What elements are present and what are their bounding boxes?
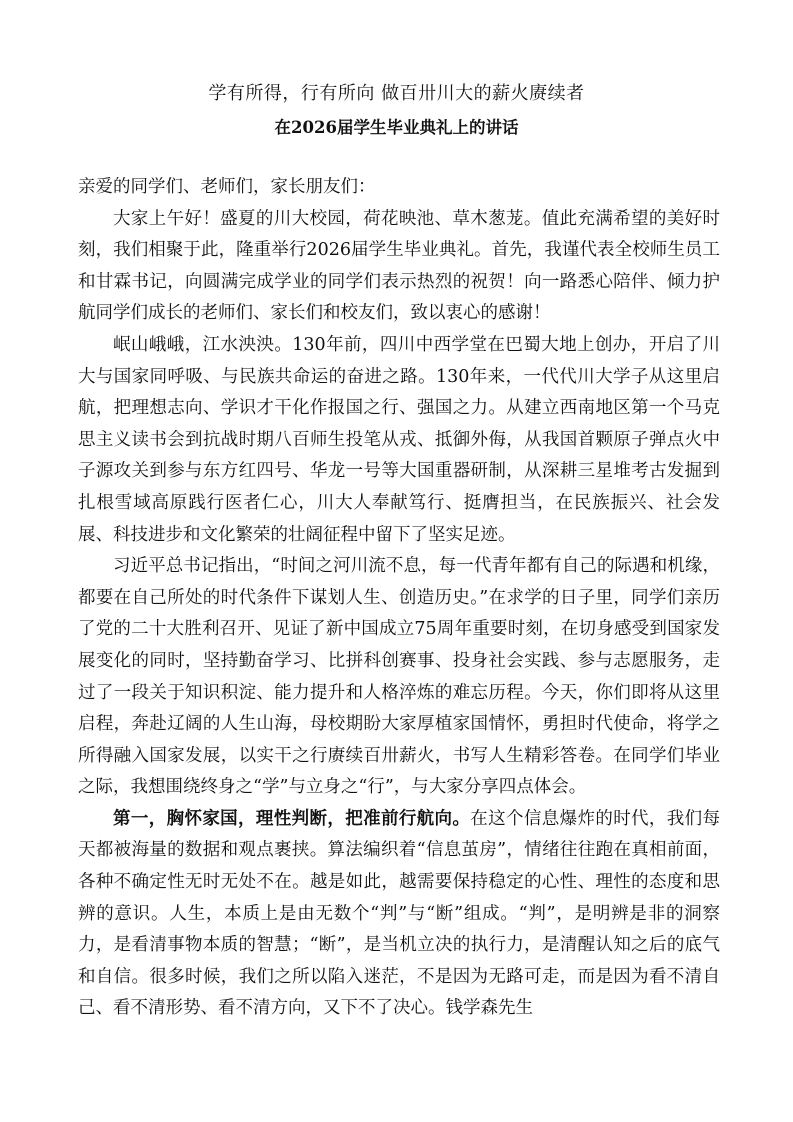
document-subtitle: 在2026届学生毕业典礼上的讲话 [274,118,519,137]
paragraph-2: 岷山峨峨，江水泱泱。130年前，四川中西学堂在巴蜀大地上创办，开启了川大与国家同呼吸、与民族共命运的奋进之路。130年来，一代代川大学子从这里启航，把理想志向、学识才干化作报国之行、强国之力。从建立西南地区第一个马克思主义读书会到抗战时期八百师生投笔从戎、抵御外侮，从我国首颗原子弹点火中子源攻关到参与东方红四号、华龙一号等大国重器研制，从深耕三星堆考古发掘到扎根雪域高原践行医者仁心，川大人奉献笃行、挺膺担当，在民族振兴、社会发展、科技进步和文化繁荣的壮阔征程中留下了坚实足迹。 [78,334,720,545]
paragraph-4-lead: 第一，胸怀家国，理性判断，把准前行航向。 [113,808,471,829]
paragraph-1: 大家上午好！盛夏的川大校园，荷花映池、草木葱茏。值此充满希望的美好时刻，我们相聚于此，隆重举行2026届学生毕业典礼。首先，我谨代表全校师生员工和甘霖书记，向圆满完成学业的同学们表示热烈的祝贺！向一路悉心陪伴、倾力护航同学们成长的老师们、家长们和校友们，致以衷心的感谢！ [78,208,720,324]
document-body [78,172,720,1025]
paragraph-4-text: 在这个信息爆炸的时代，我们每天都被海量的数据和观点裹挟。算法编织着“信息茧房”，情绪往往跑在真相前面，各种不确定性无时无处不在。越是如此，越需要保持稳定的心性、理性的态度和思辨的意识。人生，本质上是由无数个“判”与“断”组成。“判”，是明辨是非的洞察力，是看清事物本质的智慧；“断”，是当机立决的执行力，是清醒认知之后的底气和自信。很多时候，我们之所以陷入迷茫，不是因为无路可走，而是因为看不清自己、看不清形势、看不清方向，又下不了决心。钱学森先生 [78,808,721,1019]
document-title: 学有所得，行有所向 做百卅川大的薪火赓续者 [208,83,585,104]
paragraph-4 [78,804,720,1025]
salutation: 亲爱的同学们、老师们，家长朋友们： [78,177,376,197]
paragraph-3: 习近平总书记指出，“时间之河川流不息，每一代青年都有自己的际遇和机缘，都要在自己所处的时代条件下谋划人生、创造历史。”在求学的日子里，同学们亲历了党的二十大胜利召开、见证了新中国成立75周年重要时刻，在切身感受到国家发展变化的同时，坚持勤奋学习、比拼科创赛事、投身社会实践、参与志愿服务，走过了一段关于知识积淀、能力提升和人格淬炼的难忘历程。今天，你们即将从这里启程，奔赴辽阔的人生山海，母校期盼大家厚植家国情怀，勇担时代使命，将学之所得融入国家发展，以实干之行赓续百卅薪火，书写人生精彩答卷。在同学们毕业之际，我想围绕终身之“学”与立身之“行”，与大家分享四点体会。 [78,556,720,798]
